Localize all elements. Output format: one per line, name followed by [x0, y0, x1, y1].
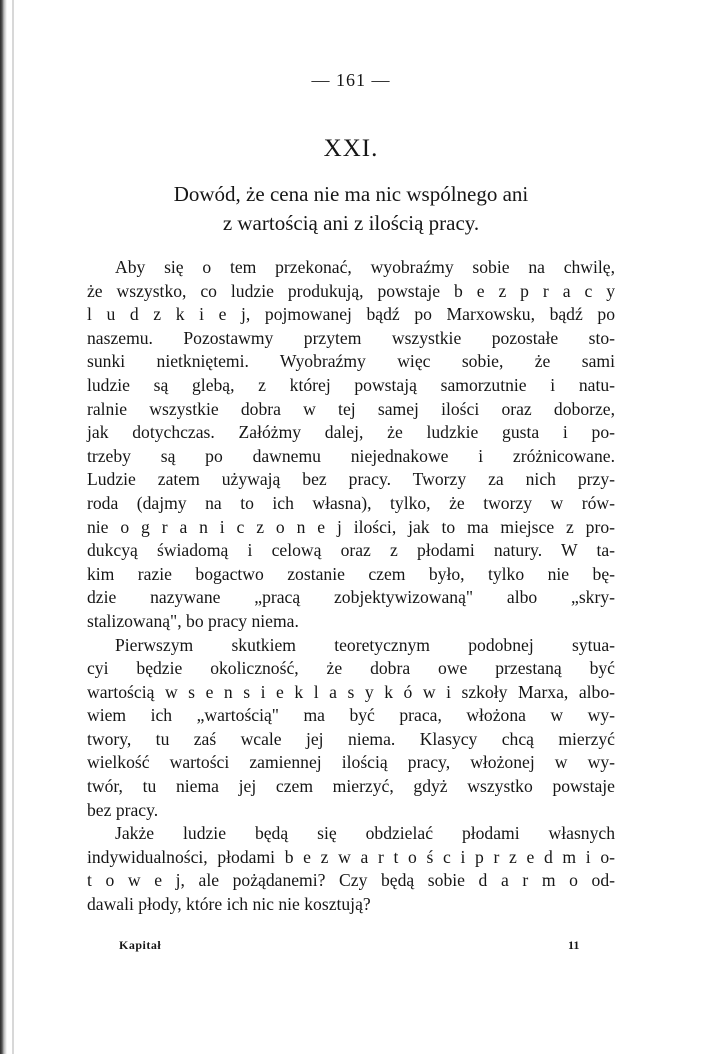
text-line: twór, tu niema jej czem mierzyć, gdyż wszystko powstaje [87, 776, 615, 797]
text-line: stalizowaną", bo pracy niema. [87, 610, 299, 631]
footer-book-title: Kapitał [119, 938, 162, 952]
text-line: nie o g r a n i c z o n e j ilości, jak to ma miejsce z pro- [87, 516, 615, 537]
text-line: wiem ich „wartością" ma być praca, włożona w wy- [87, 705, 615, 726]
text-line: dzie nazywane „pracą zobjektywizowaną" albo „skry- [87, 587, 615, 608]
footer-signature-number: 11 [568, 938, 580, 952]
text-line: twory, tu zaś wcale jej niema. Klasycy chcą mierzyć [87, 728, 615, 749]
text-line: dawali płody, które ich nic nie kosztują? [87, 894, 371, 915]
text-line: roda (dajmy na to ich własna), tylko, że tworzy w rów- [87, 492, 615, 513]
text-line: Jakże ludzie będą się obdzielać płodami własnych [115, 823, 615, 844]
text-line: indywidualności, płodami b e z w a r t o ś c i p r z e d m i o- [87, 846, 615, 867]
chapter-number: XXI. [323, 135, 379, 162]
text-line: Aby się o tem przekonać, wyobraźmy sobie na chwilę, [115, 257, 615, 277]
chapter-title-line: z wartością ani z ilością pracy. [222, 211, 480, 235]
book-page [87, 0, 615, 1054]
text-line: naszemu. Pozostawmy przytem wszystkie pozostałe sto- [87, 327, 615, 348]
body-text [87, 256, 615, 917]
text-line: dukcyą świadomą i celową oraz z płodami natury. W ta- [87, 540, 615, 561]
text-line: t o w e j, ale pożądanemi? Czy będą sobie d a r m o od- [87, 870, 615, 891]
text-line: ludzie są glebą, z której powstają samorzutnie i natu- [87, 374, 615, 395]
text-line: że wszystko, co ludzie produkują, powstaje b e z p r a c y [87, 280, 615, 301]
page-binding-shadow [12, 0, 14, 1054]
text-line: wartością w s e n s i e k l a s y k ó w i szkoły Marxa, albo- [87, 681, 615, 702]
page-number: — 161 — [311, 70, 391, 90]
page-binding-edge [0, 0, 7, 1054]
text-line: cyi będzie okoliczność, że dobra owe przestaną być [87, 658, 615, 679]
chapter-title [87, 180, 615, 238]
text-line: ralnie wszystkie dobra w tej samej ilości oraz doborze, [87, 398, 615, 419]
text-line: jak dotychczas. Załóżmy dalej, że ludzkie gusta i po- [87, 422, 615, 443]
text-line: wielkość wartości zamiennej ilością pracy, włożonej w wy- [87, 752, 615, 773]
text-line: kim razie bogactwo zostanie czem było, tylko nie bę- [87, 563, 615, 584]
text-line: Ludzie zatem używają bez pracy. Tworzy za nich przy- [87, 469, 615, 490]
text-line: Pierwszym skutkiem teoretycznym podobnej sytua- [115, 634, 615, 655]
text-line: trzeby są po dawnemu niejednakowe i zróżnicowane. [87, 445, 615, 466]
text-line: l u d z k i e j, pojmowanej bądź po Marxowsku, bądź po [87, 304, 615, 325]
text-line: sunki nietkniętemi. Wyobraźmy więc sobie, że sami [87, 351, 615, 372]
chapter-title-line: Dowód, że cena nie ma nic wspólnego ani [173, 182, 529, 206]
text-line: bez pracy. [87, 799, 159, 820]
